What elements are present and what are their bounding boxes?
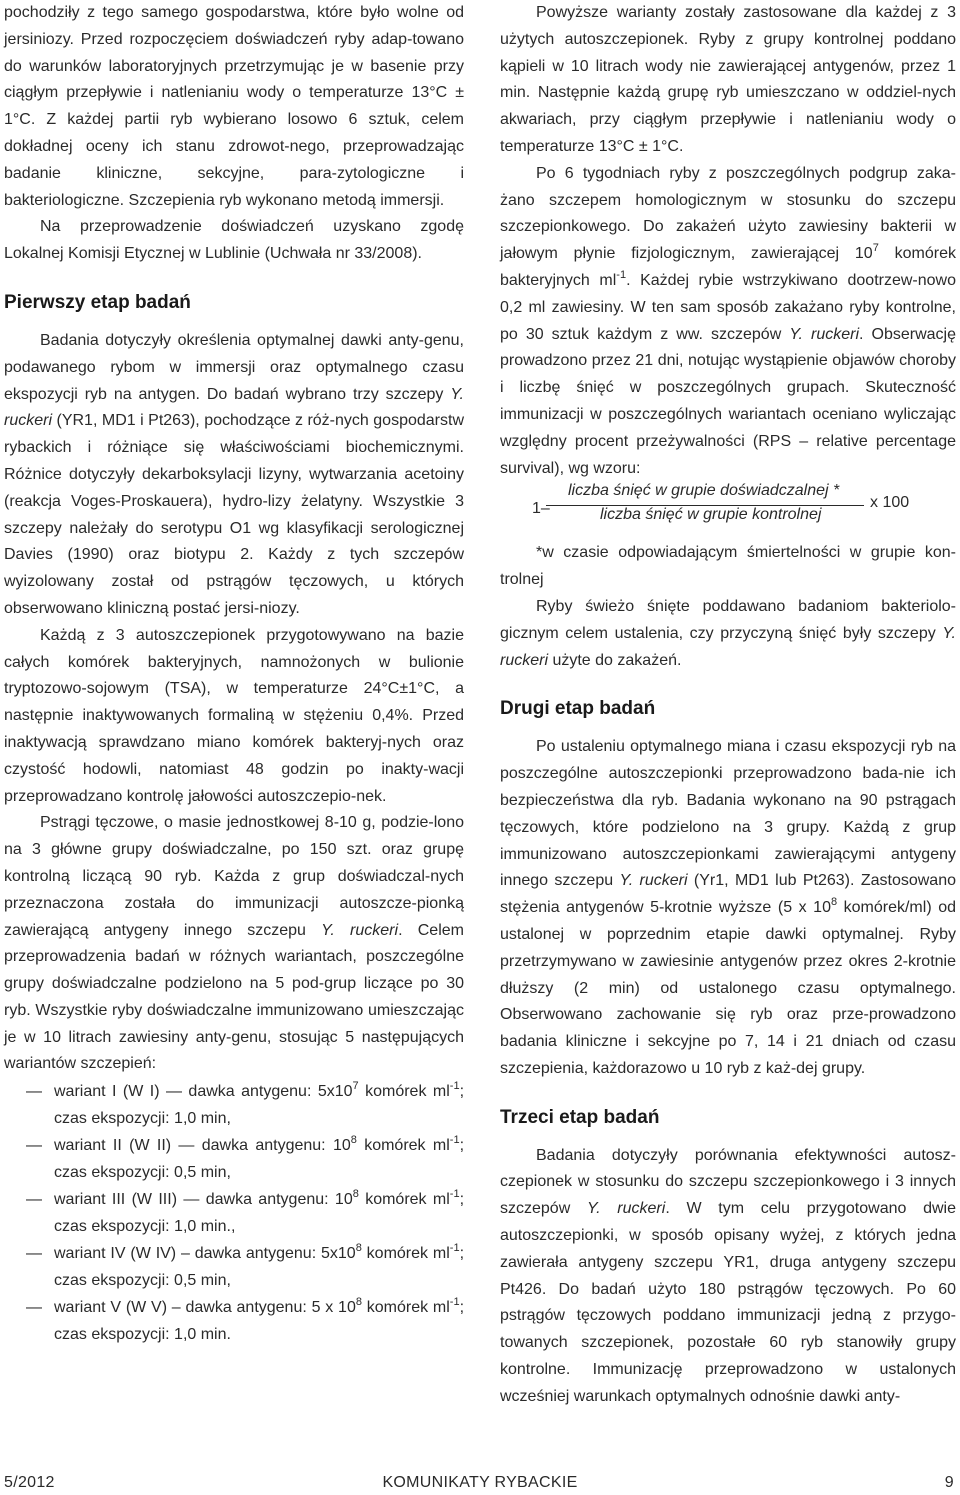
species-name: Y. ruckeri	[321, 921, 399, 939]
rps-formula	[500, 482, 956, 540]
footer-issue: 5/2012	[4, 1474, 55, 1491]
footer-journal-title: KOMUNIKATY RYBACKIE	[382, 1474, 578, 1491]
spacer	[500, 1083, 956, 1105]
species-name: Y. ruckeri	[789, 325, 860, 343]
formula-multiplier: x 100	[870, 494, 910, 512]
formula-denominator: liczba śnięć w grupie kontrolnej	[600, 506, 822, 524]
paragraph-variants-applied: Powyższe warianty zostały zastosowane dla każdej z 3 użytych autoszczepionek. Ryby z grupy kontrolnej poddano kąpieli w 10 litrach wody nie zawierającej antygenów, przez 1 min. Następnie każdą grupę ryb umieszczano w oddziel-nych akwariach, przy ciągłym przepływie i natlenianiu wody o temperaturze 13°C ± 1°C.	[500, 4, 956, 155]
paragraph-ethics-approval: Na przeprowadzenie doświadczeń uzyskano zgodę Lokalnej Komisji Etycznej w Lublinie (Uchwała nr 33/2008).	[4, 218, 464, 263]
heading-stage-1: Pierwszy etap badań	[4, 291, 191, 313]
paragraph-fish-source: pochodziły z tego samego gospodarstwa, które było wolne od jersiniozy. Przed rozpoczęciem doświadczeń ryby adap-towano do warunków laboratoryjnych przetrzymując je w basenie przy ciągłym przepływie i natlenianiu wody o temperaturze 13°C ± 1°C. Z każdej partii ryb wybierano losowo 6 sztuk, celem dokładnej oceny ich stanu zdrowot-nego, przeprowadzając badanie kliniczne, sekcyjne, para-zytologiczne i bakteriologiczne. Szczepienia ryb wykonano metodą immersji.	[4, 4, 464, 209]
variant-item-4: — wariant IV (W IV) – dawka antygenu: $5x10^8$ komórek $ml^{-1}$; czas ekspozycji: 0,5 min,	[26, 1242, 465, 1290]
formula-numerator: liczba śnięć w grupie doświadczalnej *	[568, 482, 840, 500]
variant-item-2: — wariant II (W II) — dawka antygenu: $10^8$ komórek $ml^{-1}$; czas ekspozycji: 0,5 min,	[26, 1134, 465, 1182]
paragraph-fish-groups: Pstrągi tęczowe, o masie jednostkowej 8-10 g, podzie-lono na 3 główne grupy doświadczalne, po 150 szt. oraz grupę kontrolną liczącą 90 ryb. Każda z grup doświadczal-nych przeznaczona została do immunizacji autoszcze-pionką zawierającą antygeny innego szczepu Y. ruckeri. Celem przeprowadzenia badań w różnych wariantach, poszczególne grupy doświadczalne podzielono na 5 pod-grup liczące po 30 ryb. Wszystkie ryby doświadczalne immunizowano umieszczając je w 10 litrach zawiesiny anty-genu, stosując 5 następujących wariantów szczepień:	[4, 814, 464, 1073]
species-name: Y. ruckeri	[619, 872, 688, 890]
variant-item-1: — wariant I (W I) — dawka antygenu: $5x10^7$ komórek $ml^{-1}$; czas ekspozycji: 1,0 min,	[26, 1080, 465, 1128]
species-name: Y. ruckeri	[500, 624, 956, 669]
heading-stage-3: Trzeci etap badań	[500, 1106, 660, 1128]
right-column	[500, 0, 956, 1411]
paragraph-autovaccine-prep: Każdą z 3 autoszczepionek przygotowywano na bazie całych komórek bakteryjnych, namnożonych w bulionie tryptozowo-sojowym (TSA), w temperaturze 24°C±1°C, a następnie inaktywowanych formaliną w stężeniu 0,4%. Przed inaktywacją sprawdzano miano komórek bakteryj-nych oraz czystość hodowli, natomiast 48 godzin po inakty-wacji przeprowadzano kontrolę jałowości autoszczepio-nek.	[4, 626, 464, 805]
species-name: Y. ruckeri	[586, 1200, 666, 1218]
variant-item-3: — wariant III (W III) — dawka antygenu: $10^8$ komórek $ml^{-1}$; czas ekspozycji: 1,0 min.,	[26, 1188, 465, 1236]
left-column	[4, 0, 464, 1348]
species-name: Y. ruckeri	[4, 385, 464, 430]
paragraph-infection-challenge: Po 6 tygodniach ryby z poszczególnych podgrup zaka-żano szczepem homologicznym w stosunku do szczepu szczepionkowego. Do zakażeń użyto zawiesiny bakterii w jałowym płynie fizjologicznym, zawierającej $10^7$ komórek bakteryjnych $ml^{-1}$. Każdej rybie wstrzykiwano dootrzew-nowo 0,2 ml zawiesiny. W ten sam sposób zakażano ryby kontrolne, po 30 sztuk każdym z ww. szczepów Y. ruckeri. Obserwację prowadzono przez 21 dni, notując wystąpienie objawów choroby i liczbę śnięć w poszczególnych grupach. Skuteczność immunizacji w poszczególnych wariantach oceniano wyliczając względny procent przeżywalności (RPS – relative percentage survival), wg wzoru:	[500, 164, 957, 477]
paragraph-stage-2-safety: Po ustaleniu optymalnego miana i czasu ekspozycji ryb na poszczególne autoszczepionki przeprowadzono bada-nie ich bezpieczeństwa dla ryb. Badania wykonano na 90 pstrągach tęczowych, które podzielono na 3 grupy. Każdą z grup immunizowano autoszczepionkami zawierającymi antygeny innego szczepu Y. ruckeri (Yr1, MD1 lub Pt263). Zastosowano stężenia antygenów 5-krotnie wyższe (5 x $10^8$ komórek/ml) od ustalonej w poprzednim etapie dawki optymalnej. Ryby przetrzymywano w zawiesinie antygenów przez okres 2-krotnie dłuższy (2 min) od ustalonego czasu optymalnego. Obserwowano zachowanie się ryb oraz prze-prowadzono badania kliniczne i sekcyjne po 7, 14 i 21 dniach od czasu szczepienia, każdorazowo u 10 ryb z każ-dej grupy.	[500, 738, 956, 1077]
footer-page-number: 9	[944, 1474, 954, 1491]
paragraph-stage-1-strains: Badania dotyczyły określenia optymalnej dawki anty-genu, podawanego rybom w immersji oraz optymalnego czasu ekspozycji ryb na antygen. Do badań wybrano trzy szczepy Y. ruckeri (YR1, MD1 i Pt263), pochodzące z róż-nych gospodarstw rybackich i różniące się właściwościami biochemicznymi. Różnice dotyczyły dekarboksylacji lizyny, wytwarzania acetoiny (reakcja Voges-Proskauera), hydro-lizy żelatyny. Wszystkie 3 szczepy należały do serotypu O1 wg klasyfikacji serologicznej Davies (1990) oraz biotypu 2. Każdy z tych szczepów wyizolowany został od pstrągów tęczowych, u których obserwowano kliniczną postać jersi-niozy.	[4, 331, 464, 617]
formula-footnote: *w czasie odpowiadającym śmiertelności w grupie kon-trolnej	[500, 544, 956, 589]
variant-item-5: — wariant V (W V) – dawka antygenu: 5 x $10^8$ komórek $ml^{-1}$; czas ekspozycji: 1,0 min.	[26, 1296, 465, 1344]
formula-one-minus: 1–	[532, 500, 550, 518]
paragraph-bacteriology: Ryby świeżo śnięte poddawano badaniom bakteriolo-gicznym celem ustalenia, czy przyczyną śnięć były szczepy Y. ruckeri użyte do zakażeń.	[500, 597, 956, 669]
paragraph-stage-3-efficacy: Badania dotyczyły porównania efektywności autosz-czepionek w stosunku do szczepu szczepionkowego i 3 innych szczepów Y. ruckeri. W tym celu przygotowano dwie autoszczepionki, w sposób opisany wyżej, z których jedna zawierała antygeny szczepu YR1, druga antygeny szczepu Pt426. Do badań użyto 180 pstrągów tęczowych. Po 60 pstrągów tęczowych poddano immunizacji jedną z przygo-towanych szczepionek, pozostałe 60 ryb stanowiły grupy kontrolne. Immunizację przeprowadzono w ustalonych wcześniej warunkach optymalnych odnośnie dawki anty-	[500, 1146, 956, 1405]
spacer	[500, 674, 956, 696]
heading-stage-2: Drugi etap badań	[500, 698, 656, 720]
vaccination-variants-list	[4, 1078, 464, 1348]
spacer	[4, 268, 464, 290]
